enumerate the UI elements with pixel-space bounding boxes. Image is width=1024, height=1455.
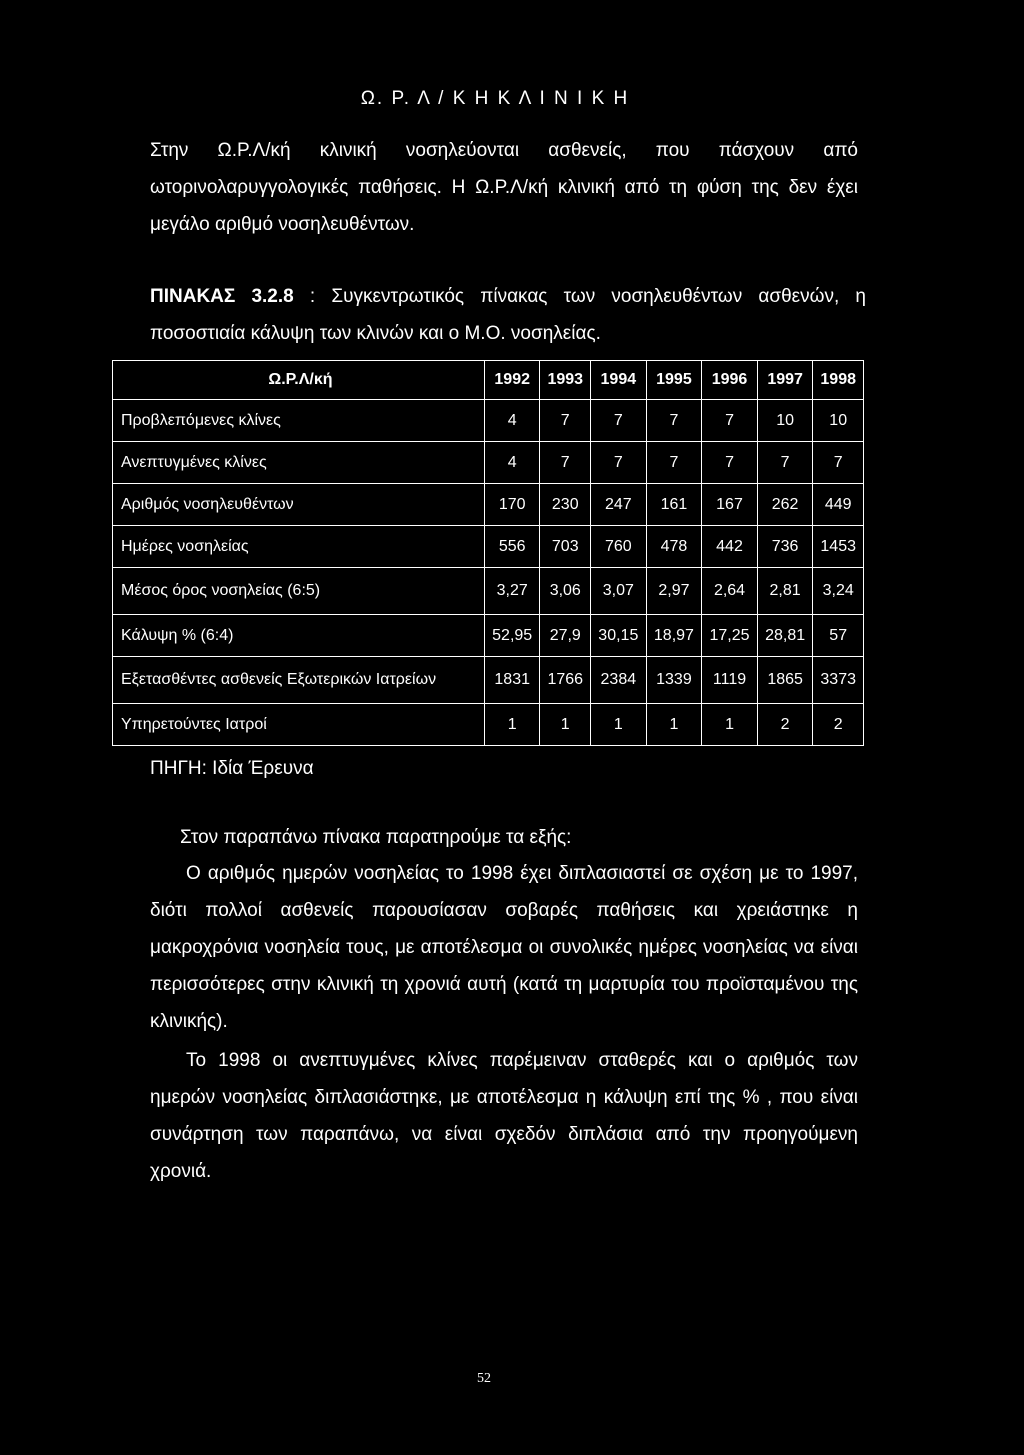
- table-cell: 3373: [813, 657, 864, 704]
- table-cell: 167: [702, 484, 758, 526]
- observation-paragraph-1: Ο αριθμός ημερών νοσηλείας το 1998 έχει διπλασιαστεί σε σχέση με το 1997, διότι πολλοί ασθενείς παρουσίασαν σοβαρές παθήσεις και χρειάστηκε η μακροχρόνια νοσηλεία τους, με αποτέλεσμα οι συνολικές ημέρες νοσηλείας να είναι περισσότερες στην κλινική τη χρονιά αυτή (κατά τη μαρτυρία του προϊσταμένου της κλινικής).: [150, 863, 858, 1032]
- table-cell: 3,06: [540, 568, 591, 615]
- table-cell: 7: [702, 400, 758, 442]
- table-cell: 1: [646, 704, 702, 746]
- row-label: Μέσος όρος νοσηλείας (6:5): [113, 568, 485, 615]
- table-cell: 2,64: [702, 568, 758, 615]
- table-cell: 3,27: [484, 568, 540, 615]
- table-row: [113, 526, 864, 568]
- table-cell: 7: [591, 442, 647, 484]
- year-header: 1994: [591, 361, 647, 400]
- table-cell: 2384: [591, 657, 647, 704]
- table-cell: 230: [540, 484, 591, 526]
- table-cell: 170: [484, 484, 540, 526]
- table-row: [113, 400, 864, 442]
- table-row: [113, 442, 864, 484]
- statistics-table: [112, 360, 864, 746]
- page-heading: Ω. Ρ. Λ / Κ Η Κ Λ Ι Ν Ι Κ Η: [360, 88, 630, 109]
- table-row: [113, 657, 864, 704]
- year-header: 1998: [813, 361, 864, 400]
- table-cell: 28,81: [757, 615, 813, 657]
- year-header: 1995: [646, 361, 702, 400]
- table-cell: 4: [484, 442, 540, 484]
- table-cell: 247: [591, 484, 647, 526]
- year-header: 1996: [702, 361, 758, 400]
- table-cell: 1766: [540, 657, 591, 704]
- table-cell: 1: [484, 704, 540, 746]
- table-cell: 703: [540, 526, 591, 568]
- observation-intro: Στον παραπάνω πίνακα παρατηρούμε τα εξής:: [180, 827, 572, 848]
- table-cell: 10: [757, 400, 813, 442]
- table-cell: 736: [757, 526, 813, 568]
- table-cell: 442: [702, 526, 758, 568]
- table-cell: 30,15: [591, 615, 647, 657]
- table-cell: 161: [646, 484, 702, 526]
- table-cell: 1865: [757, 657, 813, 704]
- year-header: 1993: [540, 361, 591, 400]
- table-cell: 7: [540, 400, 591, 442]
- table-row: [113, 484, 864, 526]
- table-cell: 27,9: [540, 615, 591, 657]
- row-label: Προβλεπόμενες κλίνες: [113, 400, 485, 442]
- table-caption-text: : Συγκεντρωτικός πίνακας των νοσηλευθέντων ασθενών, η ποσοστιαία κάλυψη των κλινών και ο Μ.Ο. νοσηλείας.: [150, 286, 866, 344]
- table-caption: [150, 278, 866, 352]
- year-header: 1997: [757, 361, 813, 400]
- row-label: Ημέρες νοσηλείας: [113, 526, 485, 568]
- table-cell: 449: [813, 484, 864, 526]
- observation-paragraph-2: Το 1998 οι ανεπτυγμένες κλίνες παρέμειναν σταθερές και ο αριθμός των ημερών νοσηλείας διπλασιάστηκε, με αποτέλεσμα η κάλυψη επί της % , που είναι συνάρτηση των παραπάνω, να είναι σχεδόν διπλάσια από την προηγούμενη χρονιά.: [150, 1050, 858, 1182]
- table-cell: 1831: [484, 657, 540, 704]
- table-cell: 7: [540, 442, 591, 484]
- table-cell: 760: [591, 526, 647, 568]
- table-cell: 1: [702, 704, 758, 746]
- table-cell: 7: [757, 442, 813, 484]
- table-row: [113, 568, 864, 615]
- row-label: Κάλυψη % (6:4): [113, 615, 485, 657]
- table-cell: 2,97: [646, 568, 702, 615]
- table-corner-label: Ω.Ρ.Λ/κή: [113, 361, 485, 400]
- table-cell: 17,25: [702, 615, 758, 657]
- table-cell: 556: [484, 526, 540, 568]
- table-cell: 1: [591, 704, 647, 746]
- table-cell: 18,97: [646, 615, 702, 657]
- row-label: Υπηρετούντες Ιατροί: [113, 704, 485, 746]
- table-cell: 57: [813, 615, 864, 657]
- table-cell: 262: [757, 484, 813, 526]
- year-header: 1992: [484, 361, 540, 400]
- row-label: Αριθμός νοσηλευθέντων: [113, 484, 485, 526]
- table-cell: 3,24: [813, 568, 864, 615]
- table-cell: 10: [813, 400, 864, 442]
- page-number: 52: [477, 1371, 491, 1386]
- table-cell: 2,81: [757, 568, 813, 615]
- table-row: [113, 615, 864, 657]
- table-cell: 478: [646, 526, 702, 568]
- intro-paragraph: Στην Ω.Ρ.Λ/κή κλινική νοσηλεύονται ασθενείς, που πάσχουν από ωτορινολαρυγγολογικές παθήσεις. Η Ω.Ρ.Λ/κή κλινική από τη φύση της δεν έχει μεγάλο αριθμό νοσηλευθέντων.: [150, 140, 858, 235]
- table-cell: 2: [757, 704, 813, 746]
- table-cell: 7: [646, 442, 702, 484]
- table-cell: 7: [591, 400, 647, 442]
- source-note: ΠΗΓΗ: Ιδία Έρευνα: [150, 758, 314, 779]
- row-label: Ανεπτυγμένες κλίνες: [113, 442, 485, 484]
- table-cell: 1: [540, 704, 591, 746]
- table-cell: 4: [484, 400, 540, 442]
- table-cell: 1119: [702, 657, 758, 704]
- statistics-table-container: [112, 360, 864, 746]
- table-cell: 7: [702, 442, 758, 484]
- table-cell: 2: [813, 704, 864, 746]
- table-cell: 1453: [813, 526, 864, 568]
- table-row: [113, 704, 864, 746]
- table-header-row: [113, 361, 864, 400]
- table-cell: 1339: [646, 657, 702, 704]
- row-label: Εξετασθέντες ασθενείς Εξωτερικών Ιατρείων: [113, 657, 485, 704]
- table-cell: 7: [813, 442, 864, 484]
- table-cell: 3,07: [591, 568, 647, 615]
- table-cell: 7: [646, 400, 702, 442]
- table-cell: 52,95: [484, 615, 540, 657]
- table-caption-label: ΠΙΝΑΚΑΣ 3.2.8: [150, 286, 294, 307]
